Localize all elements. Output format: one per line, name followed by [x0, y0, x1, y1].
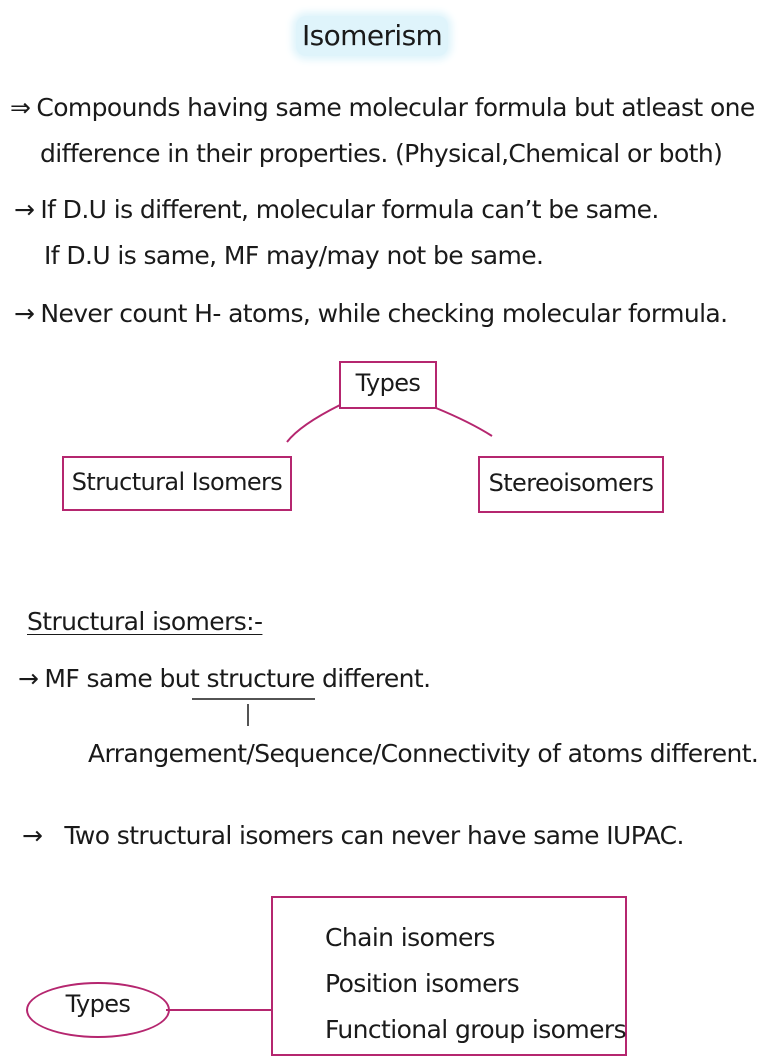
arrow-icon: → [22, 821, 43, 850]
list-item-functional-group-isomers: Functional group isomers [325, 1015, 627, 1044]
structural-explanation: Arrangement/Sequence/Connectivity of atoms different. [88, 739, 759, 768]
definition-line-1 [10, 92, 755, 124]
structural-definition-prefix: MF same but [44, 664, 207, 693]
stereoisomers-label: Stereoisomers [488, 469, 654, 497]
iupac-note [22, 820, 684, 852]
list-item-chain-isomers: Chain isomers [325, 923, 495, 952]
list-item-position-isomers: Position isomers [325, 969, 519, 998]
connector-right [436, 408, 492, 436]
arrow-icon: → [14, 195, 35, 224]
double-arrow-icon: ⇒ [10, 93, 31, 122]
page-title: Isomerism [296, 16, 448, 56]
du-note-text-1: If D.U is different, molecular formula can’t be same. [40, 195, 659, 224]
structural-isomers-heading: Structural isomers:- [27, 607, 263, 636]
h-atom-note-text: Never count H- atoms, while checking molecular formula. [40, 299, 728, 328]
definition-line-2: difference in their properties. (Physical,Chemical or both) [40, 139, 723, 168]
structural-definition [18, 663, 430, 695]
arrow-icon: → [18, 664, 39, 693]
iupac-note-text: Two structural isomers can never have same IUPAC. [64, 821, 684, 850]
definition-text-1: Compounds having same molecular formula but atleast one [36, 93, 755, 122]
du-note-line-2: If D.U is same, MF may/may not be same. [44, 241, 544, 270]
structural-definition-suffix: different. [314, 664, 431, 693]
structural-types-label: Types [65, 990, 131, 1018]
du-note-line-1 [14, 194, 659, 226]
structural-definition-emphasis: structure [206, 664, 315, 693]
types-root-label: Types [355, 369, 421, 397]
connector-left [287, 405, 340, 442]
h-atom-note [14, 298, 728, 330]
arrow-icon: → [14, 299, 35, 328]
structural-isomers-label: Structural Isomers [71, 468, 283, 496]
